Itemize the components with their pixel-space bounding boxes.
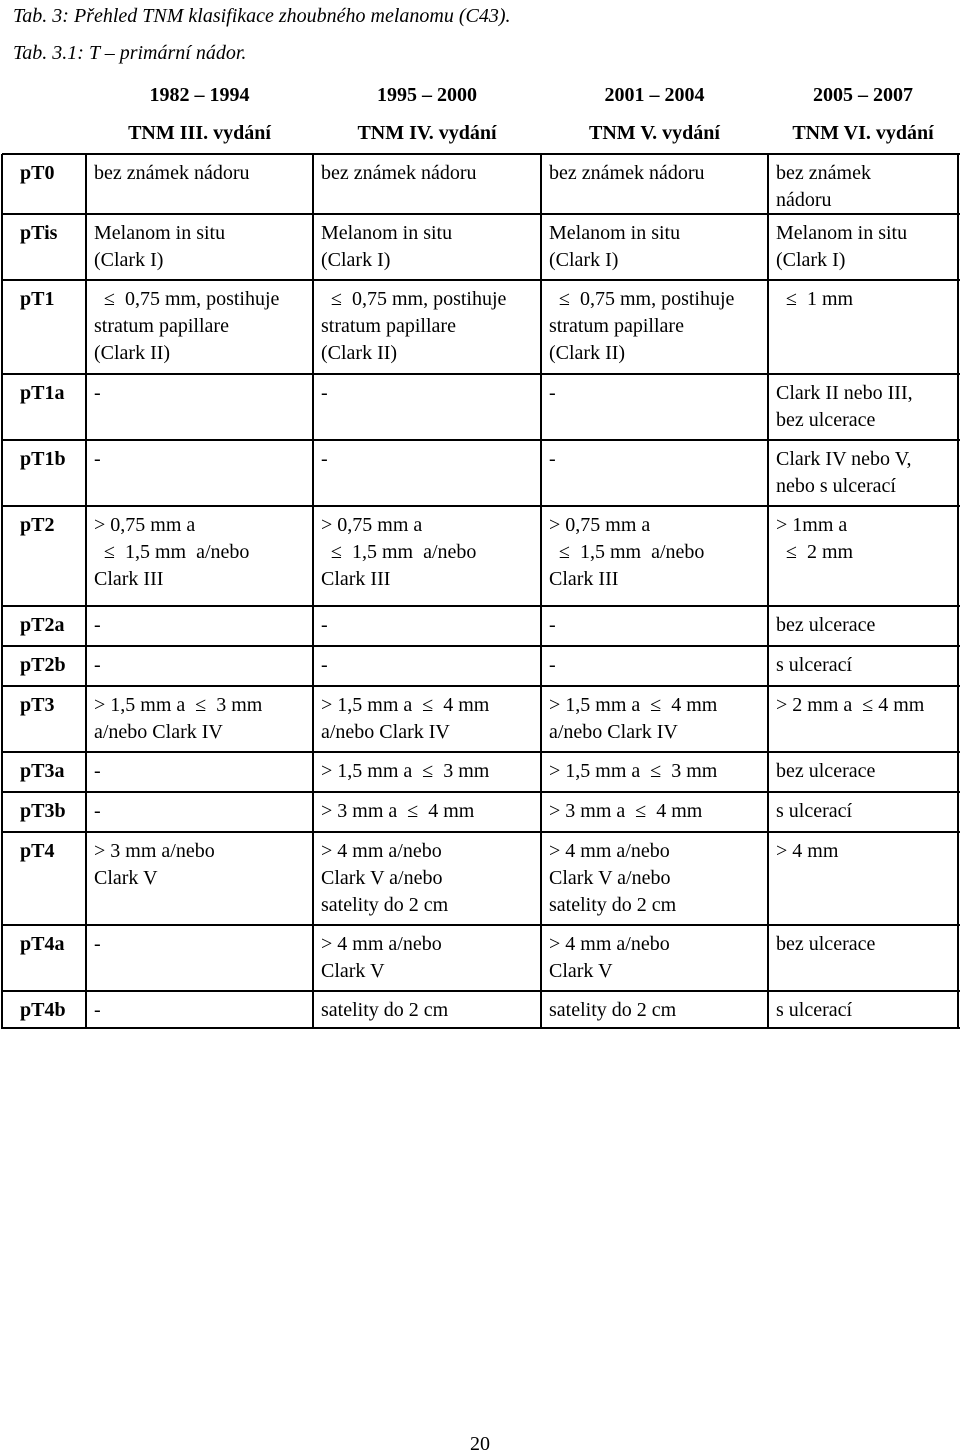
column-header [768,76,958,152]
table-cell: > 4 mm a/nebo Clark V a/nebo satelity do 2 cm [549,840,677,916]
table-cell: s ulcerací [776,800,853,822]
table-cell: ≤ 0,75 mm, postihuje stratum papillare (Clark II) [321,288,507,364]
table-cell: - [94,760,101,782]
column-edition: TNM VI. vydání [792,122,934,144]
table-cell: satelity do 2 cm [321,999,449,1021]
table-cell: - [549,654,556,676]
subtable-caption: Tab. 3.1: T – primární nádor. [13,42,247,64]
row-label: pT1a [20,382,65,404]
column-years: 2001 – 2004 [604,84,705,106]
table-cell: - [321,654,328,676]
table-cell: > 1mm a ≤ 2 mm [776,514,854,563]
table-column-rule [767,154,769,1029]
row-label: pT4b [20,999,66,1021]
table-cell: bez ulcerace [776,933,876,955]
table-cell: - [94,654,101,676]
table-column-rule [312,154,314,1029]
column-header [541,76,768,152]
column-edition: TNM V. vydání [589,122,720,144]
table-rule [2,924,960,926]
table-cell: ≤ 1 mm [776,288,854,310]
table-cell: s ulcerací [776,999,853,1021]
table-column-rule [957,154,959,1029]
table-cell: bez ulcerace [776,760,876,782]
row-label: pT2 [20,514,55,536]
table-column-rule [540,154,542,1029]
table-cell: Clark II nebo III, bez ulcerace [776,382,913,431]
column-years: 1982 – 1994 [149,84,250,106]
table-cell: - [549,382,556,404]
table-rule [2,1027,960,1029]
table-caption: Tab. 3: Přehled TNM klasifikace zhoubného melanomu (C43). [13,5,511,27]
table-cell: - [549,448,556,470]
table-cell: satelity do 2 cm [549,999,677,1021]
table-cell: bez známek nádoru [321,162,477,184]
table-cell: - [94,800,101,822]
column-edition: TNM IV. vydání [357,122,497,144]
row-label: pT3 [20,694,55,716]
row-label: pT4a [20,933,65,955]
table-rule [2,831,960,833]
table-rule [2,373,960,375]
table-cell: bez ulcerace [776,614,876,636]
table-cell: - [94,614,101,636]
table-cell: bez známek nádoru [94,162,250,184]
table-column-rule [85,154,87,1029]
table-cell: - [321,614,328,636]
table-cell: Clark IV nebo V, nebo s ulcerací [776,448,912,497]
table-cell: > 3 mm a ≤ 4 mm [321,800,475,822]
table-cell: > 1,5 mm a ≤ 4 mm a/nebo Clark IV [549,694,718,743]
row-label: pT2b [20,654,66,676]
table-rule [2,439,960,441]
row-label: pT0 [20,162,55,184]
table-cell: ≤ 0,75 mm, postihuje stratum papillare (Clark II) [549,288,735,364]
table-cell: > 4 mm [776,840,839,862]
table-cell: - [94,999,101,1021]
table-rule [2,279,960,281]
row-label: pT3b [20,800,66,822]
table-cell: > 1,5 mm a ≤ 4 mm a/nebo Clark IV [321,694,490,743]
table-cell: > 1,5 mm a ≤ 3 mm [321,760,490,782]
column-header [313,76,541,152]
table-cell: Melanom in situ (Clark I) [776,222,908,271]
table-cell: > 3 mm a ≤ 4 mm [549,800,703,822]
row-label: pT4 [20,840,55,862]
table-cell: > 1,5 mm a ≤ 3 mm a/nebo Clark IV [94,694,263,743]
table-cell: > 4 mm a/nebo Clark V a/nebo satelity do 2 cm [321,840,449,916]
table-cell: Melanom in situ (Clark I) [321,222,453,271]
table-cell: - [321,448,328,470]
row-label: pT2a [20,614,65,636]
table-cell: > 1,5 mm a ≤ 3 mm [549,760,718,782]
table-cell: s ulcerací [776,654,853,676]
table-cell: bez známek nádoru [776,162,871,211]
table-cell: > 2 mm a ≤ 4 mm [776,694,925,716]
table-rule [2,990,960,992]
table-rule [2,505,960,507]
column-header [86,76,313,152]
table-rule [2,751,960,753]
table-column-rule [1,154,3,1029]
tnm-table [0,74,960,1028]
row-label: pTis [20,222,58,244]
table-cell: > 3 mm a/nebo Clark V [94,840,215,889]
table-cell: bez známek nádoru [549,162,705,184]
column-edition: TNM III. vydání [128,122,271,144]
table-rule [2,153,960,155]
table-rule [2,605,960,607]
row-label: pT1 [20,288,55,310]
table-rule [2,685,960,687]
table-cell: - [549,614,556,636]
table-cell: - [94,382,101,404]
table-rule [2,791,960,793]
table-cell: - [94,933,101,955]
column-years: 2005 – 2007 [813,84,913,106]
table-cell: > 0,75 mm a ≤ 1,5 mm a/nebo Clark III [94,514,250,590]
table-cell: > 0,75 mm a ≤ 1,5 mm a/nebo Clark III [549,514,705,590]
table-cell: > 0,75 mm a ≤ 1,5 mm a/nebo Clark III [321,514,477,590]
table-cell: Melanom in situ (Clark I) [94,222,226,271]
table-cell: > 4 mm a/nebo Clark V [549,933,670,982]
table-cell: Melanom in situ (Clark I) [549,222,681,271]
table-cell: ≤ 0,75 mm, postihuje stratum papillare (Clark II) [94,288,280,364]
table-cell: - [94,448,101,470]
row-label: pT3a [20,760,65,782]
column-years: 1995 – 2000 [377,84,477,106]
page-number: 20 [470,1433,490,1455]
row-label: pT1b [20,448,66,470]
table-cell: > 4 mm a/nebo Clark V [321,933,442,982]
table-rule [2,645,960,647]
table-cell: - [321,382,328,404]
